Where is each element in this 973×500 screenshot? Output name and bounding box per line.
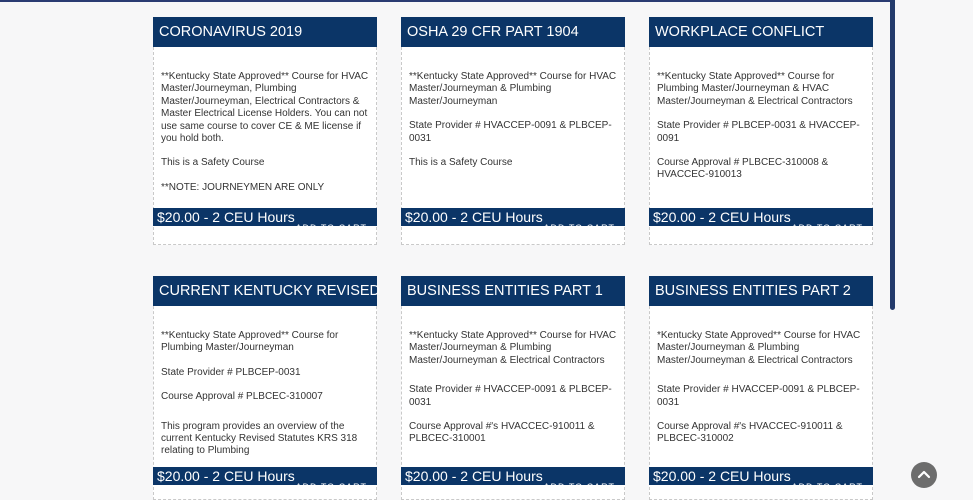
description-paragraph: Course Approval # PLBCEC-310008 & HVACCEC-910013	[657, 157, 829, 181]
scroll-to-top-button[interactable]	[911, 462, 937, 488]
course-description	[409, 71, 617, 197]
price-label: $20.00 - 2 CEU Hours	[405, 209, 543, 225]
description-paragraph: **NOTE: JOURNEYMEN ARE ONLY	[161, 181, 325, 193]
course-description	[161, 330, 369, 456]
add-to-cart-button[interactable]: ADD TO CART	[295, 223, 367, 233]
course-description	[657, 71, 865, 197]
description-paragraph: This program provides an overview of the current Kentucky Revised Statutes KRS 318 relating to Plumbing	[161, 420, 358, 457]
course-description	[161, 71, 369, 197]
course-title[interactable]: OSHA 29 CFR PART 1904	[401, 17, 625, 47]
description-paragraph: Course Approval # PLBCEC-310007	[161, 391, 323, 403]
price-label: $20.00 - 2 CEU Hours	[405, 468, 543, 484]
add-to-cart-button[interactable]: ADD TO CART	[543, 223, 615, 233]
description-paragraph: *Kentucky State Approved** Course for HVAC Master/Journeyman & Plumbing Master/Journeyman & Electrical Contractors	[657, 330, 861, 366]
top-divider	[0, 0, 895, 2]
description-paragraph: State Provider # PLBCEP-0031	[161, 366, 301, 378]
course-card-coronavirus	[153, 17, 377, 245]
description-paragraph: **Kentucky State Approved** Course for HVAC Master/Journeyman & Plumbing Master/Journeyman & Electrical Contractors	[409, 330, 617, 366]
chevron-up-icon	[911, 462, 937, 488]
course-card-business-entities-2	[649, 276, 873, 500]
price-label: $20.00 - 2 CEU Hours	[653, 209, 791, 225]
price-bar[interactable]	[153, 208, 377, 233]
price-bar[interactable]	[153, 467, 377, 492]
course-card-workplace-conflict	[649, 17, 873, 245]
course-title[interactable]: CURRENT KENTUCKY REVISED	[153, 276, 377, 306]
description-paragraph: Course Approval #'s HVACCEC-910011 & PLBCEC-310002	[657, 421, 843, 445]
description-paragraph: **Kentucky State Approved** Course for Plumbing Master/Journeyman	[161, 330, 339, 354]
price-bar[interactable]	[649, 208, 873, 233]
description-paragraph: **Kentucky State Approved** Course for HVAC Master/Journeyman, Plumbing Master/Journeyman, Electrical Contractors & Master Electrical License Holders. You can not use same course to cover CE & ME license if you hold both.	[161, 71, 369, 145]
description-paragraph: State Provider # HVACCEP-0091 & PLBCEP-0031	[409, 384, 612, 408]
description-paragraph: This is a Safety Course	[161, 157, 265, 169]
description-paragraph: **Kentucky State Approved** Course for HVAC Master/Journeyman & Plumbing Master/Journeyman	[409, 71, 617, 107]
add-to-cart-button[interactable]: ADD TO CART	[791, 482, 863, 492]
course-card-business-entities-1	[401, 276, 625, 500]
price-label: $20.00 - 2 CEU Hours	[157, 468, 295, 484]
scrollbar-thumb[interactable]	[890, 0, 895, 310]
description-paragraph: State Provider # HVACCEP-0091 & PLBCEP-0031	[657, 384, 860, 408]
description-paragraph: Course Approval #'s HVACCEC-910011 & PLBCEC-310001	[409, 421, 595, 445]
course-title[interactable]: WORKPLACE CONFLICT	[649, 17, 873, 47]
add-to-cart-button[interactable]: ADD TO CART	[295, 482, 367, 492]
description-paragraph: State Provider # PLBCEP-0031 & HVACCEP-0091	[657, 120, 860, 144]
course-card-kentucky-revised	[153, 276, 381, 500]
course-card-osha	[401, 17, 625, 245]
description-paragraph: **Kentucky State Approved** Course for Plumbing Master/Journeyman & HVAC Master/Journeyman & Electrical Contractors	[657, 71, 853, 107]
description-paragraph: State Provider # HVACCEP-0091 & PLBCEP-0031	[409, 120, 612, 144]
price-bar[interactable]	[401, 467, 625, 492]
description-paragraph: This is a Safety Course	[409, 157, 513, 169]
course-title[interactable]: BUSINESS ENTITIES PART 1	[401, 276, 625, 306]
add-to-cart-button[interactable]: ADD TO CART	[791, 223, 863, 233]
course-description	[409, 330, 617, 456]
price-bar[interactable]	[649, 467, 873, 492]
course-title[interactable]: CORONAVIRUS 2019	[153, 17, 377, 47]
price-bar[interactable]	[401, 208, 625, 233]
price-label: $20.00 - 2 CEU Hours	[157, 209, 295, 225]
price-label: $20.00 - 2 CEU Hours	[653, 468, 791, 484]
add-to-cart-button[interactable]: ADD TO CART	[543, 482, 615, 492]
course-description	[657, 330, 865, 456]
course-title[interactable]: BUSINESS ENTITIES PART 2	[649, 276, 873, 306]
